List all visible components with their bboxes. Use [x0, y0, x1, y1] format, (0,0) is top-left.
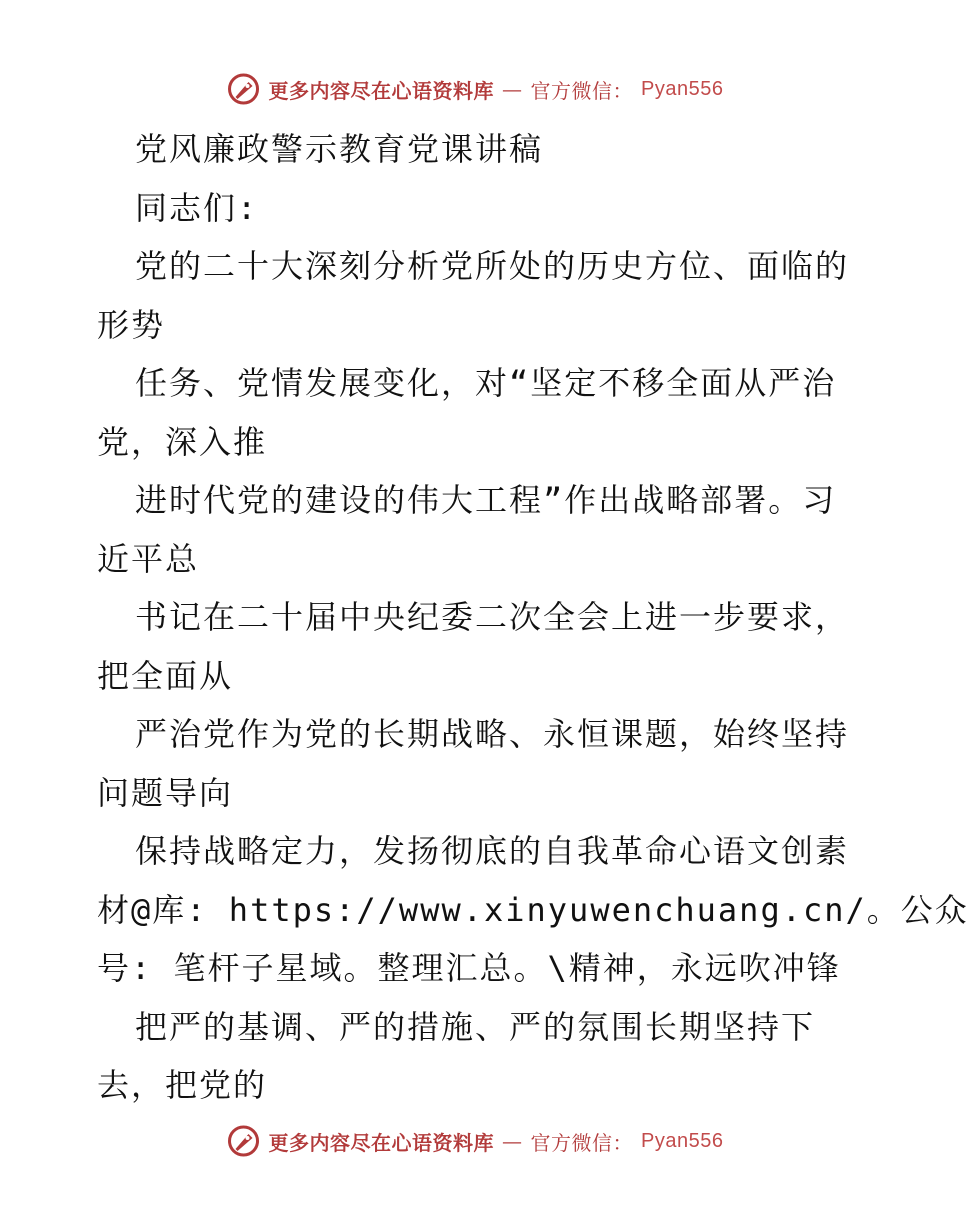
- text-line: 任务、党情发展变化，对“坚定不移全面从严治: [135, 364, 837, 402]
- text-line: 去，把党的: [97, 1066, 268, 1104]
- text-line: 把全面从: [97, 656, 234, 695]
- text-line: 材@库: https://www.xinyuwenchuang.cn/。公众: [97, 890, 969, 929]
- brand-wechat-id: Pyan556: [641, 1129, 724, 1152]
- brand-wechat-id: Pyan556: [641, 77, 724, 100]
- text-line: 进时代党的建设的伟大工程”作出战略部署。习: [135, 481, 837, 519]
- brand-title: 更多内容尽在心语资料库: [268, 78, 495, 103]
- text-line: 形势: [97, 305, 166, 344]
- text-line: 号: 笔杆子星域。整理汇总。\精神，永远吹冲锋: [97, 949, 841, 987]
- text-line: 把严的基调、严的措施、严的氛围长期坚持下: [135, 1007, 816, 1046]
- pen-nib-icon: [227, 72, 261, 106]
- brand-title: 更多内容尽在心语资料库: [268, 1130, 495, 1155]
- document-body: [97, 120, 969, 1115]
- text-line: 书记在二十届中央纪委二次全会上进一步要求，: [135, 598, 850, 636]
- text-line: 严治党作为党的长期战略、永恒课题，始终坚持: [135, 715, 850, 753]
- text-line: 近平总: [97, 539, 200, 578]
- text-line: 问题导向: [97, 773, 234, 812]
- brand-separator: —: [502, 77, 523, 101]
- pen-nib-icon: [227, 1124, 261, 1158]
- text-line: 党的二十大深刻分析党所处的历史方位、面临的: [135, 247, 850, 285]
- text-line: 保持战略定力，发扬彻底的自我革命心语文创素: [135, 832, 850, 870]
- brand-wechat-label: 官方微信：: [530, 1130, 634, 1155]
- header-brand: [227, 72, 724, 106]
- text-line: 党，深入推: [97, 422, 268, 461]
- brand-separator: —: [502, 1129, 523, 1153]
- text-line: 同志们:: [135, 188, 259, 227]
- brand-wechat-label: 官方微信：: [530, 78, 634, 103]
- document-title: 党风廉政警示教育党课讲稿: [135, 130, 544, 168]
- footer-brand: [227, 1124, 724, 1158]
